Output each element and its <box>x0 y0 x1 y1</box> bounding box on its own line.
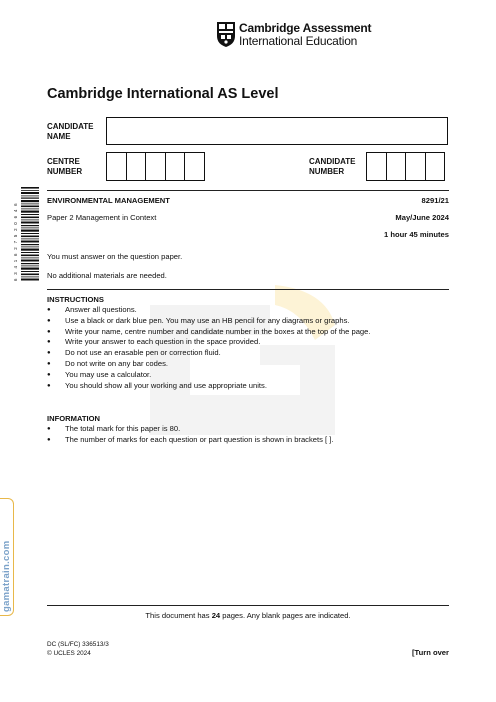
document-reference: DC (SL/FC) 336513/3 <box>47 641 109 648</box>
crest-icon <box>216 21 236 48</box>
instructions-list <box>47 305 371 391</box>
qualification-title: Cambridge International AS Level <box>47 86 279 102</box>
candidate-number-label: CANDIDATE NUMBER <box>309 157 356 176</box>
page-count-note: This document has 24 pages. Any blank pages are indicated. <box>145 611 351 620</box>
information-list <box>47 424 333 446</box>
instruction-item: ● Write your name, centre number and candidate number in the boxes at the top of the page. <box>47 327 371 338</box>
candidate-name-label: CANDIDATE NAME <box>47 122 94 141</box>
centre-number-cell[interactable] <box>145 152 166 181</box>
instruction-item: ● You should show all your working and use appropriate units. <box>47 381 371 392</box>
barcode-digits: 6 3 4 1 6 2 7 5 2 0 6 4 6 <box>13 202 18 281</box>
barcode <box>17 187 39 281</box>
section-divider <box>47 289 449 290</box>
org-name-line2: International Education <box>239 34 358 48</box>
candidate-number-cell[interactable] <box>405 152 426 181</box>
centre-number-cell[interactable] <box>165 152 186 181</box>
candidate-number-cell[interactable] <box>366 152 387 181</box>
centre-number-cell[interactable] <box>106 152 127 181</box>
cambridge-logo <box>216 21 376 49</box>
centre-number-label: CENTRE NUMBER <box>47 157 83 176</box>
section-divider <box>47 190 449 191</box>
turn-over: [Turn over <box>412 648 449 657</box>
paper-title: Paper 2 Management in Context <box>47 213 157 222</box>
copyright: © UCLES 2024 <box>47 650 91 657</box>
site-watermark-text: gamatrain.com <box>1 540 12 612</box>
centre-number-field[interactable] <box>106 152 205 181</box>
footer-divider <box>47 605 449 606</box>
exam-session: May/June 2024 <box>395 213 449 222</box>
instructions-heading: INSTRUCTIONS <box>47 295 104 304</box>
site-tag <box>0 498 18 616</box>
instruction-item: ● You may use a calculator. <box>47 370 371 381</box>
information-heading: INFORMATION <box>47 414 101 423</box>
candidate-number-cell[interactable] <box>425 152 446 181</box>
instruction-item: ● Write your answer to each question in the space provided. <box>47 337 371 348</box>
candidate-number-field[interactable] <box>366 152 445 181</box>
centre-number-cell[interactable] <box>126 152 147 181</box>
syllabus-code: 8291/21 <box>421 196 449 205</box>
subject-title: ENVIRONMENTAL MANAGEMENT <box>47 196 170 205</box>
candidate-number-cell[interactable] <box>386 152 407 181</box>
answer-note: You must answer on the question paper. <box>47 252 183 261</box>
instruction-item: ● Answer all questions. <box>47 305 371 316</box>
page-count: 24 <box>211 611 221 620</box>
instruction-item: ● Do not use an erasable pen or correction fluid. <box>47 348 371 359</box>
information-item: ● The number of marks for each question or part question is shown in brackets [ ]. <box>47 435 333 446</box>
centre-number-cell[interactable] <box>184 152 205 181</box>
candidate-name-field[interactable] <box>106 117 448 145</box>
exam-duration: 1 hour 45 minutes <box>384 230 449 239</box>
org-name-line1: Cambridge Assessment <box>239 21 372 35</box>
instruction-item: ● Do not write on any bar codes. <box>47 359 371 370</box>
materials-note: No additional materials are needed. <box>47 271 167 280</box>
information-item: ● The total mark for this paper is 80. <box>47 424 333 435</box>
instruction-item: ● Use a black or dark blue pen. You may use an HB pencil for any diagrams or graphs. <box>47 316 371 327</box>
